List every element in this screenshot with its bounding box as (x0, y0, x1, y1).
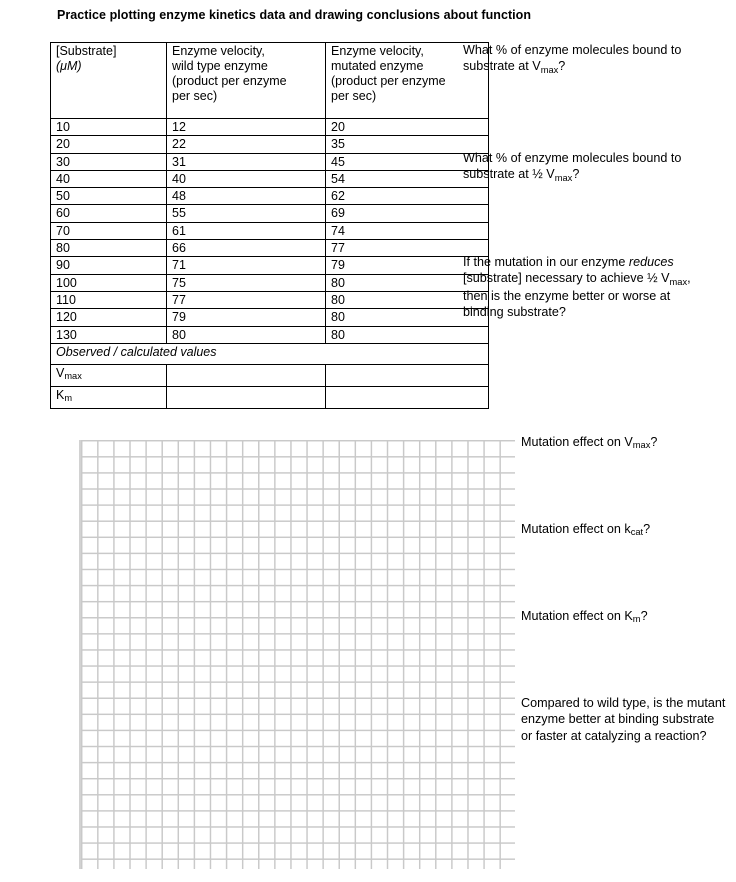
graph-plotting-grid[interactable] (79, 440, 515, 869)
table-row (51, 240, 489, 257)
cell-mutated: 54 (326, 170, 489, 187)
question-mutation-effect-vmax (521, 434, 731, 451)
cell-mutated: 80 (326, 274, 489, 291)
table-row (51, 291, 489, 308)
cell-wild-type: 71 (167, 257, 326, 274)
cell-substrate: 70 (51, 222, 167, 239)
header-substrate-line2: (μM) (56, 59, 82, 74)
cell-wild-type: 77 (167, 291, 326, 308)
cell-substrate: 120 (51, 309, 167, 326)
cell-mutated: 20 (326, 119, 489, 136)
parameter-label-base: K (56, 387, 65, 402)
table-row (51, 274, 489, 291)
question-effect-kcat-text1: Mutation effect on k (521, 522, 631, 536)
question-halfvmax-percent-subscript: max (554, 172, 573, 183)
question-effect-kcat-subscript: cat (630, 527, 644, 538)
cell-mutated: 74 (326, 222, 489, 239)
parameter-label (51, 386, 167, 408)
question-halfvmax-percent (463, 150, 723, 184)
cell-substrate: 90 (51, 257, 167, 274)
cell-mutated: 45 (326, 153, 489, 170)
parameter-label-base: V (56, 365, 65, 380)
question-halfvmax-percent-text1: What % of enzyme molecules bound to substrate at ½ V (463, 151, 682, 182)
question-mutation-effect-km (521, 608, 731, 625)
parameter-label-subscript: m (64, 393, 73, 404)
cell-substrate: 80 (51, 240, 167, 257)
cell-substrate: 10 (51, 119, 167, 136)
table-row (51, 205, 489, 222)
cell-wild-type: 12 (167, 119, 326, 136)
header-substrate-line1: [Substrate] (56, 44, 117, 58)
table-row (51, 222, 489, 239)
parameter-row (51, 364, 489, 386)
page-title: Practice plotting enzyme kinetics data and drawing conclusions about function (57, 8, 532, 22)
header-wildtype-line1: Enzyme velocity, (172, 44, 265, 58)
header-wildtype-line2: wild type enzyme (172, 59, 268, 74)
header-mutated-line1: Enzyme velocity, (331, 44, 424, 58)
observed-values-row (51, 343, 489, 364)
cell-mutated: 35 (326, 136, 489, 153)
question-effect-vmax-subscript: max (632, 440, 651, 451)
parameter-value-wild-type[interactable] (167, 364, 326, 386)
cell-substrate: 110 (51, 291, 167, 308)
parameter-value-mutated[interactable] (326, 364, 489, 386)
cell-mutated: 80 (326, 326, 489, 343)
header-mutated-line2: mutated enzyme (331, 59, 424, 74)
header-substrate (51, 43, 167, 119)
header-wildtype (167, 43, 326, 119)
question-effect-km-subscript: m (632, 614, 641, 625)
parameter-label-subscript: max (64, 371, 82, 382)
cell-wild-type: 80 (167, 326, 326, 343)
cell-mutated: 80 (326, 291, 489, 308)
question-vmax-percent-text1: What % of enzyme molecules bound to substrate at V (463, 43, 682, 74)
parameter-label (51, 364, 167, 386)
parameter-value-mutated[interactable] (326, 386, 489, 408)
question-mutation-effect-kcat (521, 521, 731, 538)
question-halfvmax-percent-text2: ? (572, 167, 580, 182)
cell-mutated: 69 (326, 205, 489, 222)
cell-wild-type: 79 (167, 309, 326, 326)
table-row (51, 326, 489, 343)
question-compare-mutant-wildtype: Compared to wild type, is the mutant enzyme better at binding substrate or faster at catalyzing a reaction? (521, 696, 726, 743)
question-binding-text1: If the mutation in our enzyme (463, 255, 629, 269)
question-binding-subscript: max (669, 276, 688, 287)
cell-substrate: 60 (51, 205, 167, 222)
question-vmax-percent-subscript: max (540, 64, 559, 75)
header-wildtype-line3: (product per enzyme (172, 74, 287, 89)
question-binding-better-worse (463, 254, 711, 321)
question-vmax-percent-text2: ? (558, 59, 566, 74)
parameter-row (51, 386, 489, 408)
table-row (51, 170, 489, 187)
cell-substrate: 40 (51, 170, 167, 187)
cell-wild-type: 31 (167, 153, 326, 170)
table-row (51, 153, 489, 170)
table-row (51, 309, 489, 326)
table-row (51, 119, 489, 136)
header-mutated-line3: (product per enzyme (331, 74, 446, 89)
cell-substrate: 30 (51, 153, 167, 170)
header-wildtype-line4: per sec) (172, 89, 218, 104)
question-effect-vmax-text2: ? (650, 435, 658, 449)
table-row (51, 188, 489, 205)
question-binding-emphasis: reduces (628, 255, 674, 269)
question-effect-km-text2: ? (640, 609, 648, 623)
cell-wild-type: 66 (167, 240, 326, 257)
cell-mutated: 62 (326, 188, 489, 205)
cell-wild-type: 55 (167, 205, 326, 222)
cell-wild-type: 48 (167, 188, 326, 205)
cell-mutated: 80 (326, 309, 489, 326)
cell-substrate: 130 (51, 326, 167, 343)
table-header-row (51, 43, 489, 119)
table-row (51, 136, 489, 153)
header-mutated-line4: per sec) (331, 89, 377, 104)
question-effect-kcat-text2: ? (643, 522, 651, 536)
cell-substrate: 20 (51, 136, 167, 153)
cell-wild-type: 75 (167, 274, 326, 291)
cell-wild-type: 22 (167, 136, 326, 153)
cell-mutated: 77 (326, 240, 489, 257)
table-row (51, 257, 489, 274)
question-effect-vmax-text1: Mutation effect on V (521, 435, 633, 449)
question-binding-text2: [substrate] necessary to achieve ½ V (463, 271, 670, 286)
cell-substrate: 100 (51, 274, 167, 291)
parameter-value-wild-type[interactable] (167, 386, 326, 408)
cell-substrate: 50 (51, 188, 167, 205)
cell-wild-type: 40 (167, 170, 326, 187)
cell-mutated: 79 (326, 257, 489, 274)
question-vmax-percent (463, 42, 723, 76)
observed-values-label: Observed / calculated values (51, 343, 489, 364)
question-binding-text3: , then is the enzyme better or worse at binding substrate? (463, 271, 691, 320)
enzyme-kinetics-table (50, 42, 489, 409)
question-effect-km-text1: Mutation effect on K (521, 609, 633, 623)
cell-wild-type: 61 (167, 222, 326, 239)
